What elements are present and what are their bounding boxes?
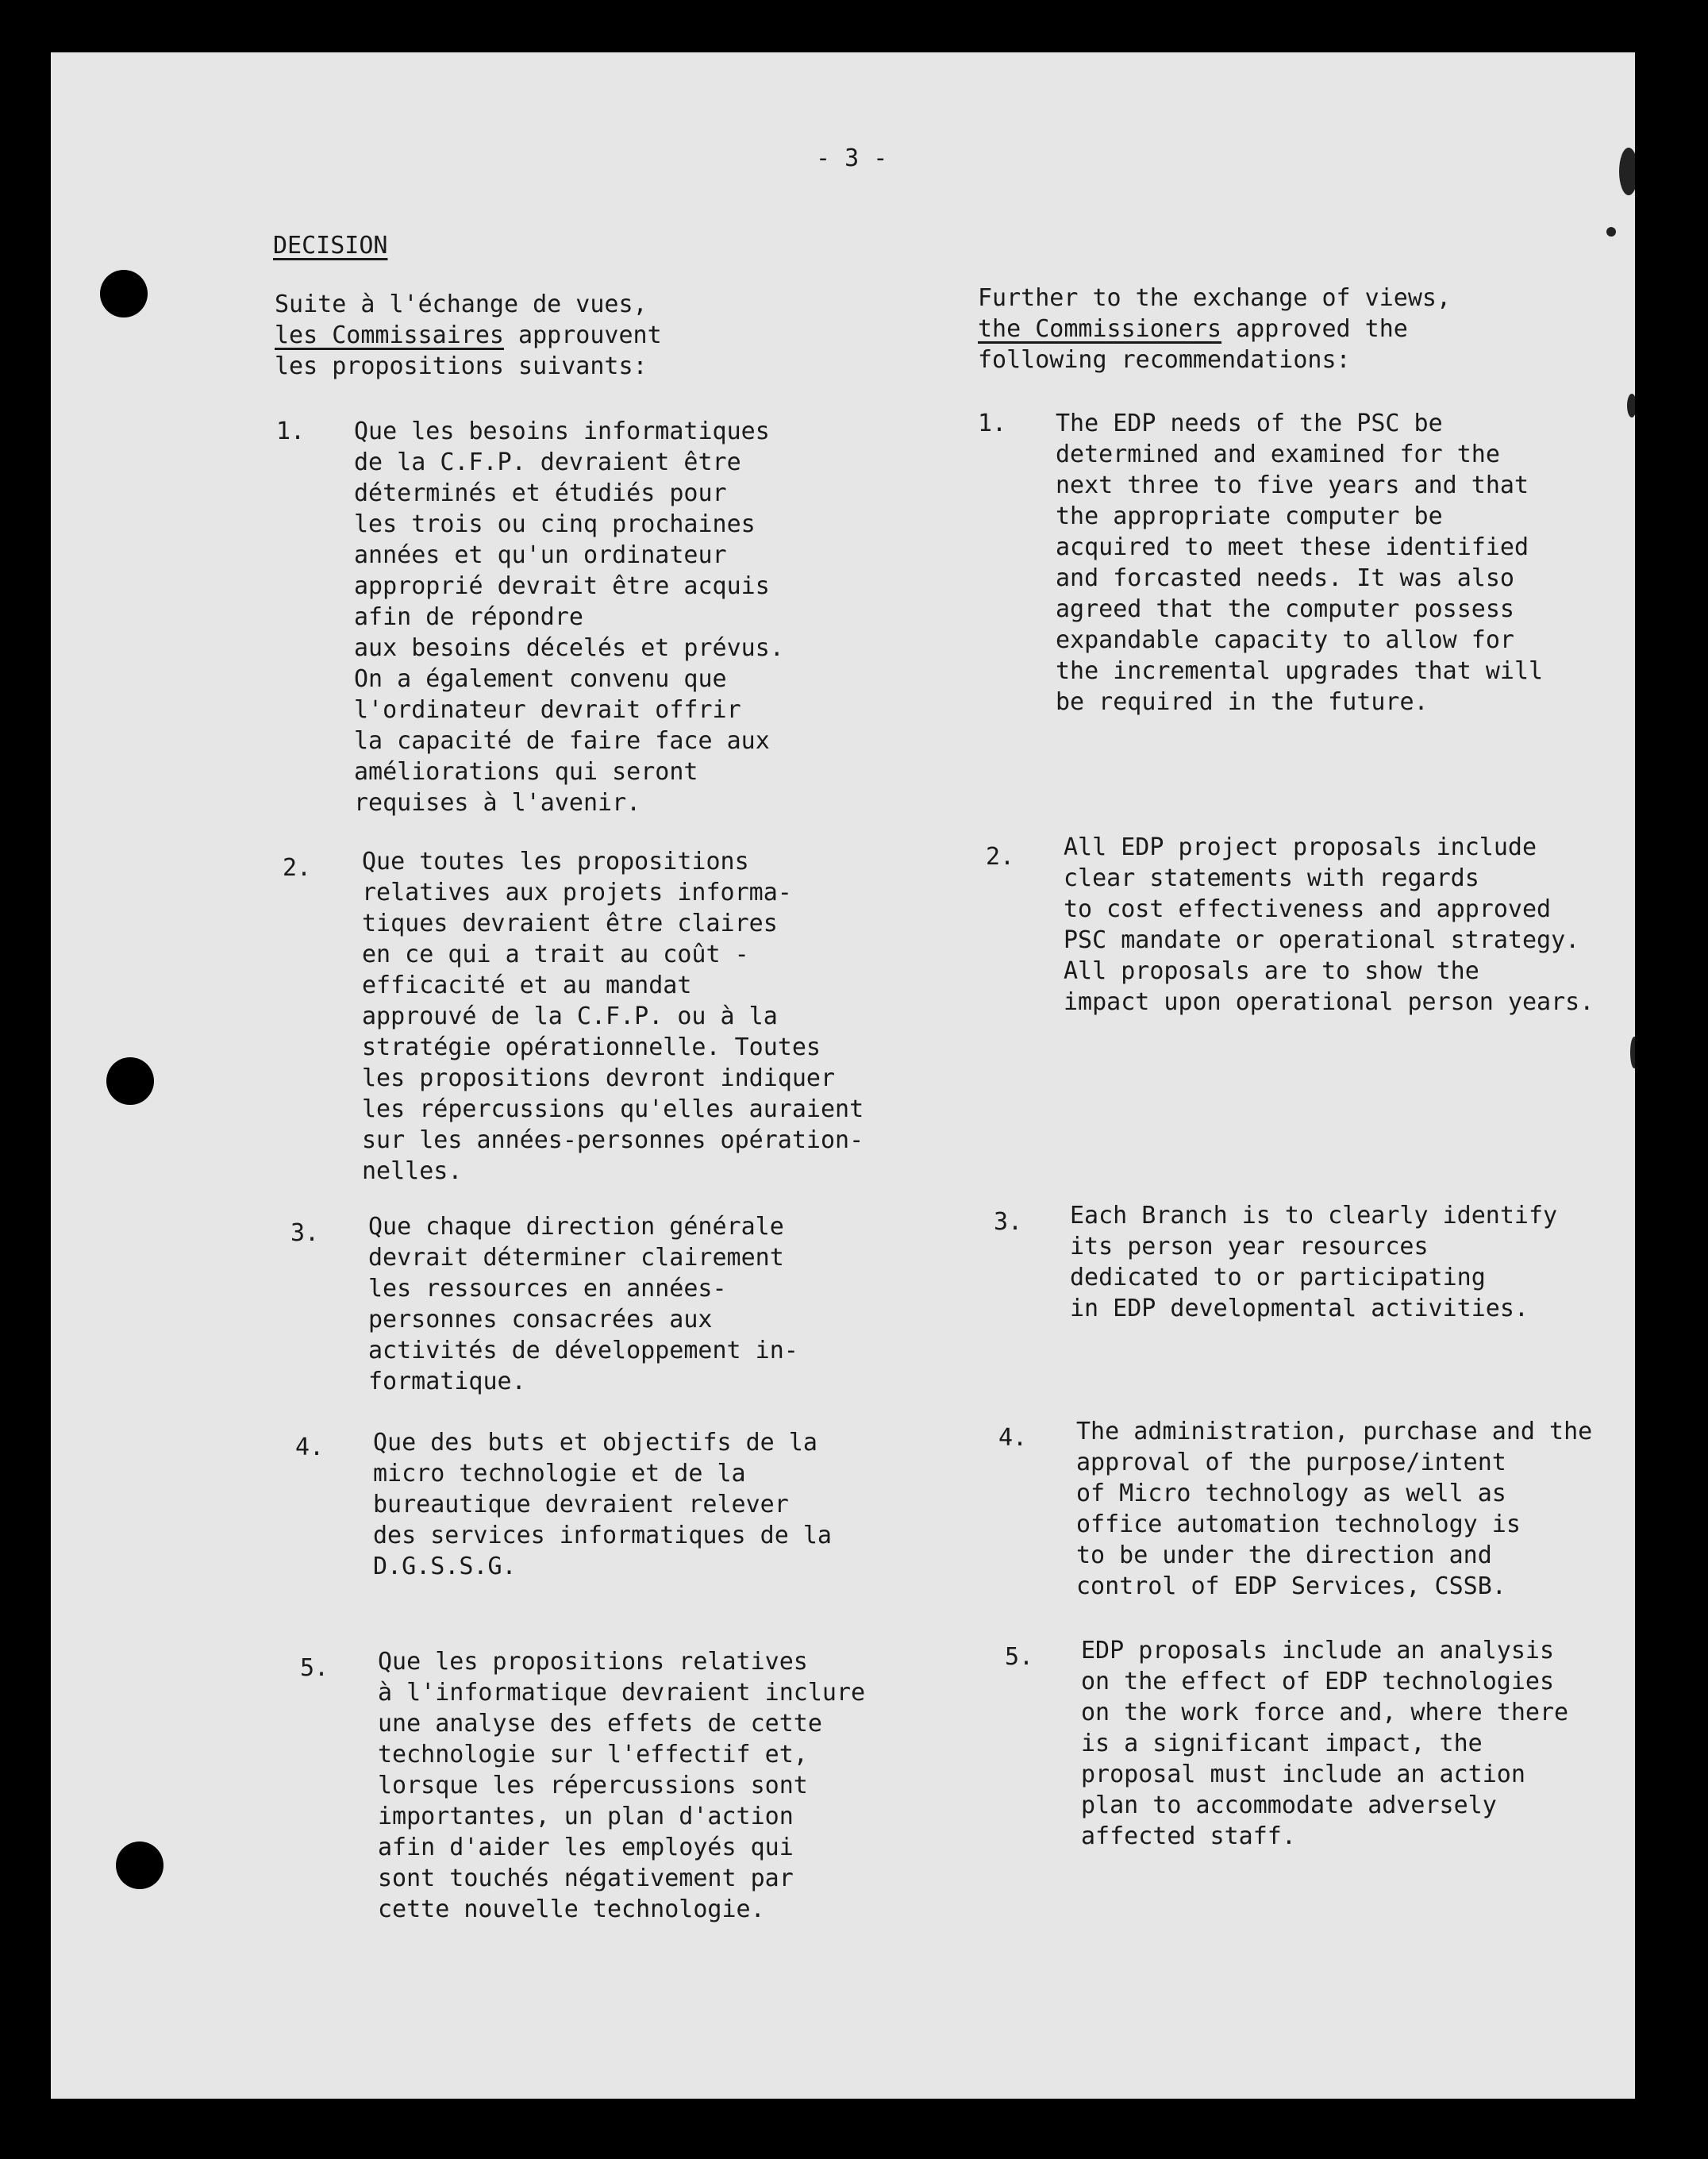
intro-en-line1: Further to the exchange of views, bbox=[978, 284, 1452, 312]
item-2-en-number: 2. bbox=[986, 843, 1015, 871]
scan-speck bbox=[1630, 1037, 1635, 1068]
item-4-en-number: 4. bbox=[998, 1424, 1028, 1452]
intro-en-line2-rest: approved the bbox=[1221, 315, 1408, 343]
scan-speck bbox=[1606, 227, 1616, 237]
binder-hole-top bbox=[100, 270, 148, 318]
scan-speck bbox=[1619, 148, 1635, 195]
decision-heading: DECISION bbox=[273, 232, 388, 260]
item-2-fr-number: 2. bbox=[283, 854, 312, 882]
item-5-en-number: 5. bbox=[1005, 1643, 1034, 1671]
item-1-en-number: 1. bbox=[978, 410, 1007, 437]
page-number: - 3 - bbox=[816, 144, 888, 172]
scan-speck bbox=[1627, 394, 1635, 418]
item-5-en-text: EDP proposals include an analysis on the effect of EDP technologies on the work force and, where there is a significant impact, the proposal must include an action plan to accommodate adversely affected staff. bbox=[1081, 1637, 1569, 1850]
item-1-fr-number: 1. bbox=[276, 418, 306, 445]
intro-fr-line1: Suite à l'échange de vues, bbox=[275, 291, 648, 318]
intro-fr-line2-rest: approuvent bbox=[503, 321, 662, 349]
item-5-fr-text: Que les propositions relatives à l'informatique devraient inclure une analyse des effets de cette technologie sur l'effectif et, lorsque les répercussions sont importantes, un plan d'action afin d'aider les employés qui sont touchés négativement par cette nouvelle technologie. bbox=[378, 1648, 866, 1923]
intro-en-commissioners: the Commissioners bbox=[978, 315, 1222, 343]
item-2-en-text: All EDP project proposals include clear statements with regards to cost effectiveness and approved PSC mandate or operational strategy. All proposals are to show the impact upon operational person years. bbox=[1064, 833, 1595, 1016]
intro-en-line3: following recommendations: bbox=[978, 346, 1351, 374]
item-1-fr-text: Que les besoins informatiques de la C.F.P. devraient être déterminés et étudiés pour les trois ou cinq prochaines années et qu'un ordinateur approprié devrait être acquis afin de répondre aux besoins décelés et prévus. On a également convenu que l'ordinateur devrait offrir la capacité de faire face aux améliorations qui seront requises à l'avenir. bbox=[354, 418, 784, 817]
item-4-en-text: The administration, purchase and the approval of the purpose/intent of Micro technology as well as office automation technology is to be under the direction and control of EDP Services, CSSB. bbox=[1076, 1418, 1593, 1600]
intro-french bbox=[275, 289, 662, 382]
item-5-fr-number: 5. bbox=[300, 1654, 329, 1682]
item-3-fr-text: Que chaque direction générale devrait déterminer clairement les ressources en années- personnes consacrées aux activités de développement in- formatique. bbox=[368, 1213, 798, 1395]
item-3-en-number: 3. bbox=[994, 1208, 1023, 1236]
item-2-fr-text: Que toutes les propositions relatives aux projets informa- tiques devraient être claires en ce qui a trait au coût - efficacité et au mandat approuvé de la C.F.P. ou à la stratégie opérationnelle. Toutes les propositions devront indiquer les répercussions qu'elles auraient sur les années-personnes opération- nelles. bbox=[362, 848, 864, 1185]
item-4-fr-text: Que des buts et objectifs de la micro technologie et de la bureautique devraient relever des services informatiques de la D.G.S.S.G. bbox=[373, 1429, 832, 1580]
binder-hole-middle bbox=[106, 1057, 154, 1105]
intro-english bbox=[978, 283, 1451, 375]
intro-fr-line3: les propositions suivants: bbox=[275, 352, 648, 380]
item-1-en-text: The EDP needs of the PSC be determined and examined for the next three to five years and that the appropriate computer be acquired to meet these identified and forcasted needs. It was also agreed that the computer possess expandable capacity to allow for the incremental upgrades that will be required in the future. bbox=[1056, 410, 1544, 716]
item-4-fr-number: 4. bbox=[295, 1434, 325, 1461]
document-page bbox=[51, 52, 1635, 2099]
item-3-en-text: Each Branch is to clearly identify its person year resources dedicated to or participating in EDP developmental activities. bbox=[1070, 1202, 1558, 1322]
binder-hole-bottom bbox=[116, 1842, 163, 1889]
intro-fr-commissioners: les Commissaires bbox=[275, 321, 504, 349]
item-3-fr-number: 3. bbox=[290, 1219, 320, 1247]
